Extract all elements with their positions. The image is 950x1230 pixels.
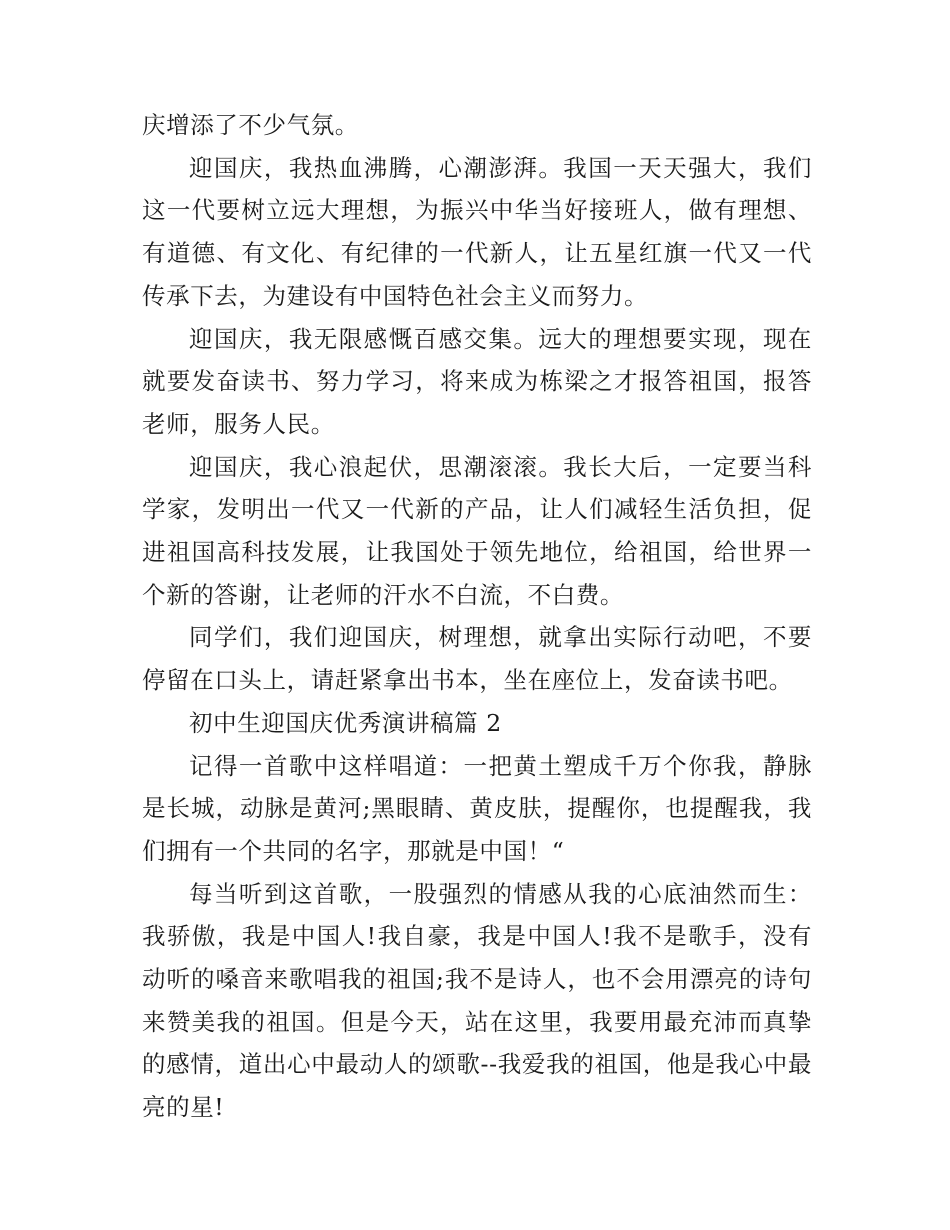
paragraph: 同学们，我们迎国庆，树理想，就拿出实际行动吧，不要停留在口头上，请赶紧拿出书本，坐在座位上，发奋读书吧。 [142,623,812,695]
document-body [142,104,812,1129]
paragraph: 记得一首歌中这样唱道：一把黄土塑成千万个你我，静脉是长城，动脉是黄河;黑眼睛、黄皮肤，提醒你，也提醒我，我们拥有一个共同的名字，那就是中国！“ [142,751,812,865]
paragraph: 迎国庆，我无限感慨百感交集。远大的理想要实现，现在就要发奋读书、努力学习，将来成为栋梁之才报答祖国，报答老师，服务人民。 [142,324,812,438]
section-heading: 初中生迎国庆优秀演讲稿篇 2 [189,708,502,737]
paragraph-continued: 庆增添了不少气氛。 [142,111,359,139]
paragraph: 迎国庆，我热血沸腾，心潮澎湃。我国一天天强大，我们这一代要树立远大理想，为振兴中华当好接班人，做有理想、有道德、有文化、有纪律的一代新人，让五星红旗一代又一代传承下去，为建设有中国特色社会主义而努力。 [142,153,812,310]
paragraph: 迎国庆，我心浪起伏，思潮滚滚。我长大后，一定要当科学家，发明出一代又一代新的产品，让人们减轻生活负担，促进祖国高科技发展，让我国处于领先地位，给祖国，给世界一个新的答谢，让老师的汗水不白流，不白费。 [142,452,812,609]
paragraph: 每当听到这首歌，一股强烈的情感从我的心底油然而生：我骄傲，我是中国人!我自豪，我是中国人!我不是歌手，没有动听的嗓音来歌唱我的祖国;我不是诗人，也不会用漂亮的诗句来赞美我的祖国。但是今天，站在这里，我要用最充沛而真挚的感情，道出心中最动人的颂歌--我爱我的祖国，他是我心中最亮的星! [142,879,812,1122]
